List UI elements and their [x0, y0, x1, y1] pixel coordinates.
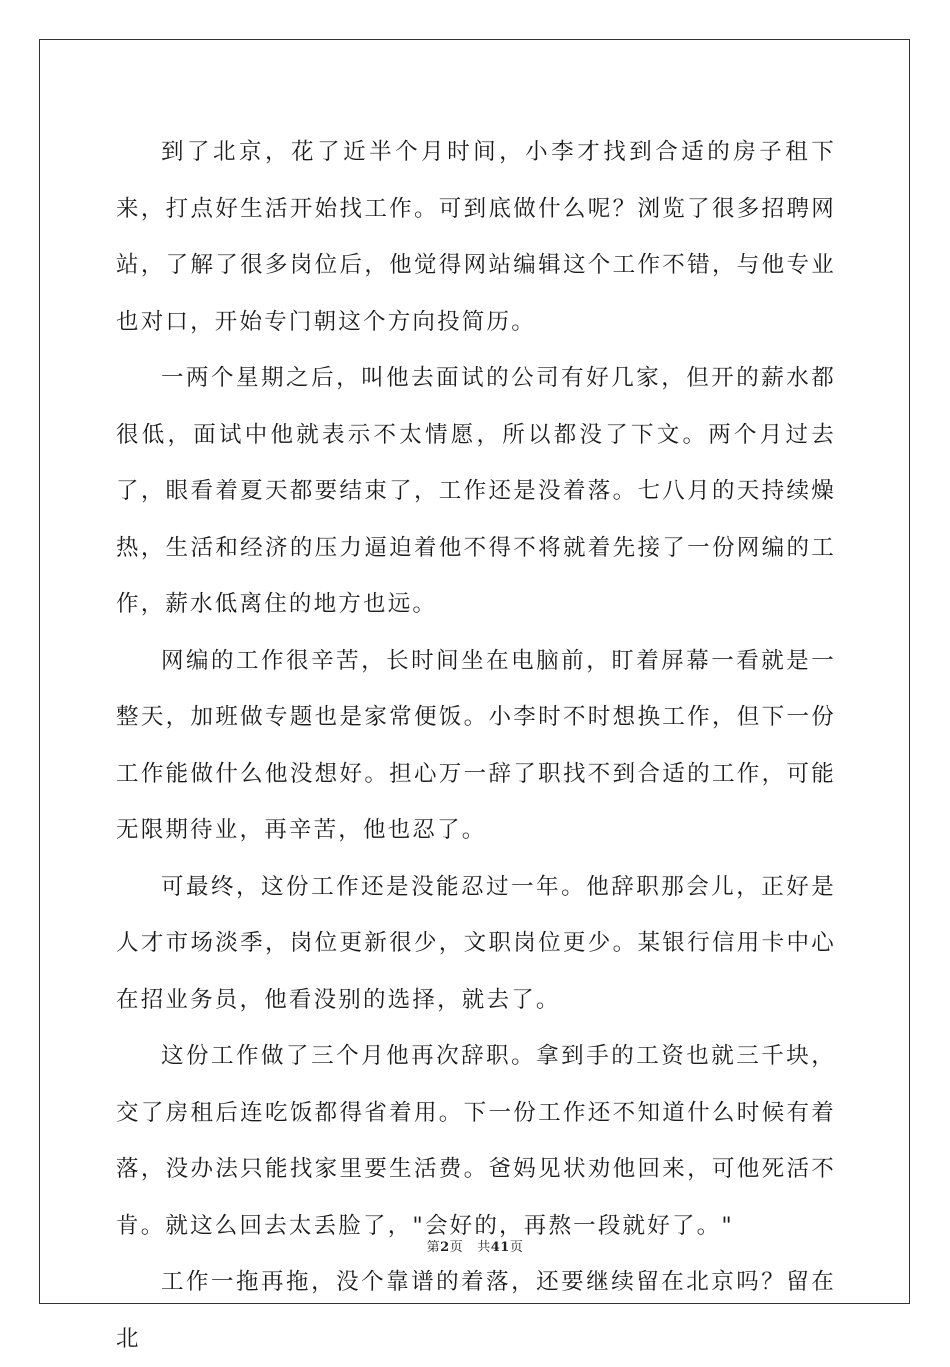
page-current-number: 2 — [440, 1240, 450, 1255]
page-label: 页 — [449, 1240, 464, 1255]
paragraph-3: 网编的工作很辛苦，长时间坐在电脑前，盯着屏幕一看就是一整天，加班做专题也是家常便饭。小李时不时想换工作，但下一份工作能做什么他没想好。担心万一辞了职找不到合适的工作，可能无限期待业，再辛苦，他也忍了。 — [116, 647, 836, 843]
paragraph-1: 到了北京，花了近半个月时间，小李才找到合适的房子租下来，打点好生活开始找工作。可到底做什么呢？浏览了很多招聘网站，了解了很多岗位后，他觉得网站编辑这个工作不错，与他专业也对口，开始专门朝这个方向投简历。 — [116, 139, 836, 335]
paragraph-2: 一两个星期之后，叫他去面试的公司有好几家，但开的薪水都很低，面试中他就表示不太情愿，所以都没了下文。两个月过去了，眼看着夏天都要结束了，工作还是没着落。七八月的天持续燥热，生活和经济的压力逼迫着他不得不将就着先接了一份网编的工作，薪水低离住的地方也远。 — [116, 365, 836, 617]
document-body — [116, 124, 836, 1367]
paragraph-6: 工作一拖再拖，没个靠谱的着落，还要继续留在北京吗？留在北 — [116, 1269, 836, 1352]
page-total-number: 41 — [490, 1240, 510, 1255]
page-footer — [0, 1236, 950, 1255]
total-prefix: 共 — [477, 1240, 491, 1255]
paragraph-5: 这份工作做了三个月他再次辞职。拿到手的工资也就三千块，交了房租后连吃饭都得省着用。下一份工作还不知道什么时候有着落，没办法只能找家里要生活费。爸妈见状劝他回来，可他死活不肯。就这么回去太丢脸了，"会好的，再熬一段就好了。" — [116, 1043, 836, 1239]
total-suffix: 页 — [509, 1240, 524, 1255]
paragraph-4: 可最终，这份工作还是没能忍过一年。他辞职那会儿，正好是人才市场淡季，岗位更新很少，文职岗位更少。某银行信用卡中心在招业务员，他看没别的选择，就去了。 — [116, 873, 836, 1013]
page-prefix: 第 — [426, 1240, 441, 1255]
